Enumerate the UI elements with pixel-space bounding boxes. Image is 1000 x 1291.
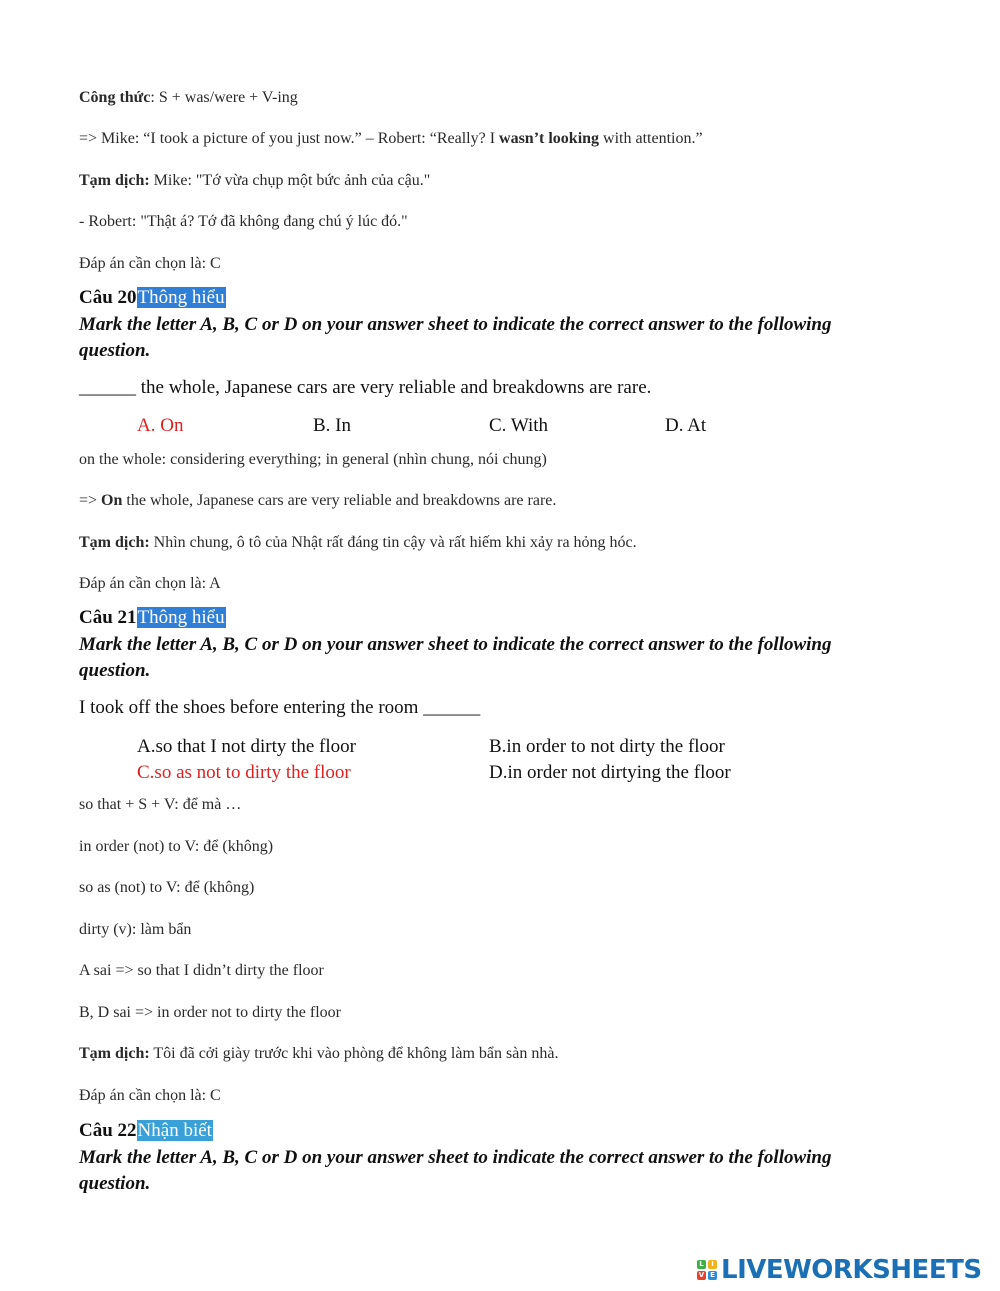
example-line: => Mike: “I took a picture of you just now.” – Robert: “Really? I wasn’t looking with attention.” [79,130,703,147]
translation-line: Tạm dịch: Nhìn chung, ô tô của Nhật rất đáng tin cậy và rất hiếm khi xảy ra hỏng hóc. [79,534,637,551]
option-d[interactable]: D. At [665,415,707,436]
translation-line-robert: - Robert: "Thật á? Tớ đã không đang chú ý lúc đó." [79,213,408,230]
option-c[interactable]: C.so as not to dirty the floor [137,762,351,783]
option-c[interactable]: C. With [489,415,549,436]
example-line: => On the whole, Japanese cars are very reliable and breakdowns are rare. [79,492,557,509]
explanation-line: B, D sai => in order not to dirty the floor [79,1004,342,1021]
option-b[interactable]: B. In [313,415,351,436]
liveworksheets-logo [697,1255,982,1285]
formula-line: Công thức: S + was/were + V-ing [79,89,298,106]
answer-line: Đáp án cần chọn là: C [79,1087,221,1104]
translation-line: Tạm dịch: Tôi đã cởi giày trước khi vào phòng để không làm bẩn sàn nhà. [79,1045,559,1062]
explanation-line: so that + S + V: để mà … [79,796,242,813]
question-instruction: Mark the letter A, B, C or D on your answer sheet to indicate the correct answer to the following question. [79,634,832,681]
option-a[interactable]: A. On [137,415,184,436]
question-heading: Câu 20Thông hiểu [79,287,225,308]
level-badge: Thông hiểu [137,607,225,628]
question-stem: I took off the shoes before entering the room ______ [79,697,481,718]
level-badge: Thông hiểu [137,287,225,308]
option-b[interactable]: B.in order to not dirty the floor [489,736,725,757]
logo-text: LIVEWORKSHEETS [721,1255,982,1285]
explanation-line: dirty (v): làm bẩn [79,921,192,938]
question-instruction: Mark the letter A, B, C or D on your answer sheet to indicate the correct answer to the following question. [79,314,832,361]
explanation-line: on the whole: considering everything; in general (nhìn chung, nói chung) [79,451,547,468]
option-a[interactable]: A.so that I not dirty the floor [137,736,356,757]
question-instruction: Mark the letter A, B, C or D on your answer sheet to indicate the correct answer to the following question. [79,1147,832,1194]
question-stem: ______ the whole, Japanese cars are very reliable and breakdowns are rare. [79,377,652,398]
level-badge: Nhận biết [137,1120,212,1141]
translation-line: Tạm dịch: Mike: "Tớ vừa chụp một bức ảnh của cậu." [79,172,431,189]
explanation-line: in order (not) to V: để (không) [79,838,274,855]
question-heading: Câu 22Nhận biết [79,1120,212,1141]
answer-line: Đáp án cần chọn là: A [79,575,221,592]
answer-line: Đáp án cần chọn là: C [79,255,221,272]
question-heading: Câu 21Thông hiểu [79,607,225,628]
explanation-line: so as (not) to V: để (không) [79,879,255,896]
option-d[interactable]: D.in order not dirtying the floor [489,762,731,783]
explanation-line: A sai => so that I didn’t dirty the floor [79,962,324,979]
logo-icon: L I V E [697,1260,717,1280]
